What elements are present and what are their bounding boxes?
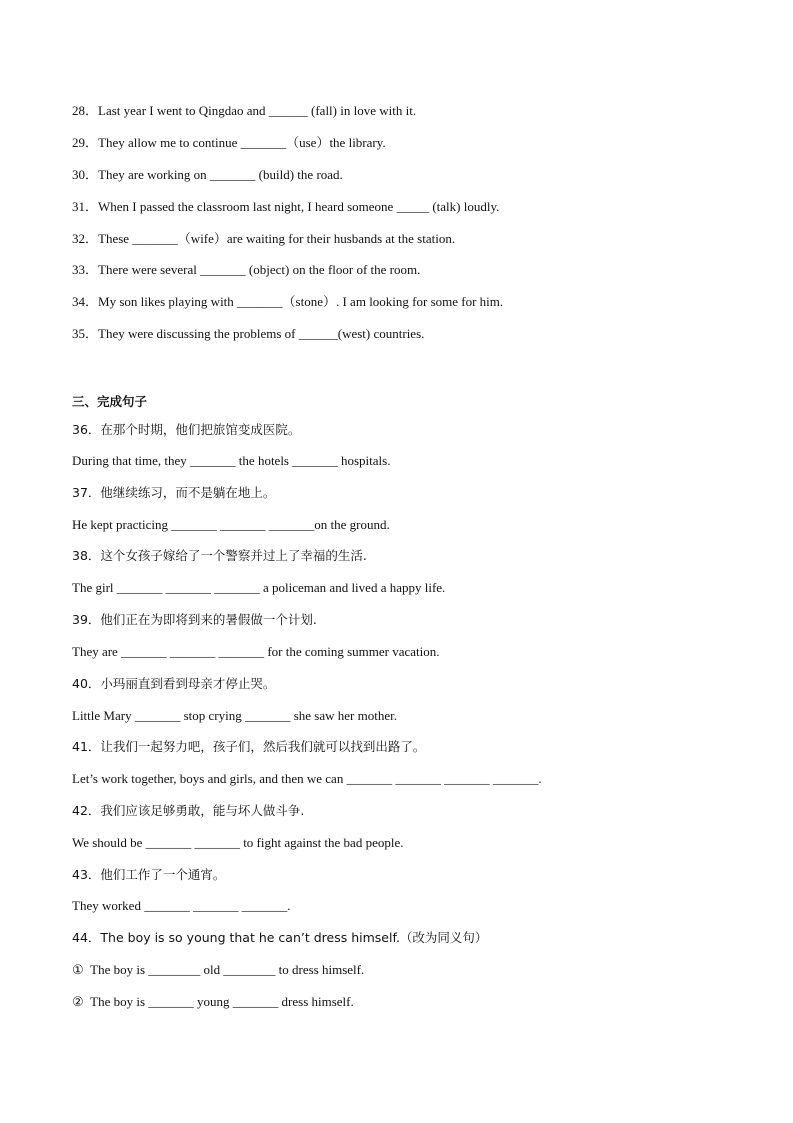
question-number: 36． <box>72 422 101 437</box>
question-number: 41． <box>72 739 101 754</box>
question-44-prompt <box>72 930 487 946</box>
question-40-answer: Little Mary _______ stop crying _______ she saw her mother. <box>72 708 397 723</box>
question-35 <box>72 326 424 342</box>
question-38-answer: The girl _______ _______ _______ a policeman and lived a happy life. <box>72 580 446 595</box>
question-33 <box>72 262 420 278</box>
question-38-prompt <box>72 548 367 564</box>
question-44-sub-1 <box>72 962 364 978</box>
question-text: When I passed the classroom last night, I heard someone _____ (talk) loudly. <box>98 199 500 214</box>
question-29 <box>72 135 386 151</box>
sub-item-marker: ② <box>72 994 84 1009</box>
chinese-sentence: 让我们一起努力吧，孩子们，然后我们就可以找到出路了。 <box>100 739 426 754</box>
rewrite-instruction: The boy is so young that he can’t dress himself.（改为同义句） <box>100 930 488 945</box>
sub-item-text: The boy is _______ young _______ dress himself. <box>90 994 354 1009</box>
question-42-answer: We should be _______ _______ to fight against the bad people. <box>72 835 404 850</box>
question-39-answer: They are _______ _______ _______ for the coming summer vacation. <box>72 644 440 659</box>
question-text: They were discussing the problems of ______(west) countries. <box>98 326 425 341</box>
question-37-prompt <box>72 485 275 501</box>
question-text: They allow me to continue _______（use）the library. <box>98 135 386 150</box>
question-number: 33． <box>72 262 99 277</box>
question-41-answer: Let’s work together, boys and girls, and then we can _______ _______ _______ _______. <box>72 771 542 786</box>
question-number: 42． <box>72 803 101 818</box>
question-41-prompt <box>72 739 425 755</box>
question-number: 40． <box>72 676 101 691</box>
question-32 <box>72 231 455 247</box>
chinese-sentence: 他们正在为即将到来的暑假做一个计划. <box>100 612 317 627</box>
question-43-answer: They worked _______ _______ _______. <box>72 898 291 913</box>
question-number: 34． <box>72 294 99 309</box>
question-number: 37． <box>72 485 101 500</box>
question-36-answer: During that time, they _______ the hotels _______ hospitals. <box>72 453 391 468</box>
chinese-sentence: 在那个时期，他们把旅馆变成医院。 <box>100 422 301 437</box>
chinese-sentence: 我们应该足够勇敢，能与坏人做斗争. <box>100 803 305 818</box>
question-text: Last year I went to Qingdao and ______ (fall) in love with it. <box>98 103 417 118</box>
question-text: My son likes playing with _______（stone）. I am looking for some for him. <box>98 294 504 309</box>
question-28 <box>72 103 416 119</box>
question-39-prompt <box>72 612 317 628</box>
question-40-prompt <box>72 676 275 692</box>
question-number: 29． <box>72 135 99 150</box>
question-number: 43． <box>72 867 101 882</box>
chinese-sentence: 小玛丽直到看到母亲才停止哭。 <box>100 676 276 691</box>
question-30 <box>72 167 343 183</box>
sub-item-marker: ① <box>72 962 84 977</box>
chinese-sentence: 他继续练习，而不是躺在地上。 <box>100 485 276 500</box>
chinese-sentence: 这个女孩子嫁给了一个警察并过上了幸福的生活. <box>100 548 367 563</box>
question-number: 38． <box>72 548 101 563</box>
question-text: There were several _______ (object) on the floor of the room. <box>98 262 421 277</box>
question-number: 44． <box>72 930 101 945</box>
question-43-prompt <box>72 867 225 883</box>
question-number: 31． <box>72 199 99 214</box>
sub-item-text: The boy is ________ old ________ to dress himself. <box>90 962 365 977</box>
question-text: These _______（wife）are waiting for their husbands at the station. <box>98 231 456 246</box>
question-number: 35． <box>72 326 99 341</box>
question-36-prompt <box>72 422 300 438</box>
question-number: 30． <box>72 167 99 182</box>
section-heading: 三、完成句子 <box>72 394 148 409</box>
question-number: 39． <box>72 612 101 627</box>
question-31 <box>72 199 499 215</box>
question-37-answer: He kept practicing _______ _______ _______on the ground. <box>72 517 390 532</box>
question-34 <box>72 294 503 310</box>
question-44-sub-2 <box>72 994 354 1010</box>
question-number: 28． <box>72 103 99 118</box>
question-text: They are working on _______ (build) the road. <box>98 167 343 182</box>
chinese-sentence: 他们工作了一个通宵。 <box>100 867 226 882</box>
question-number: 32． <box>72 231 99 246</box>
question-42-prompt <box>72 803 304 819</box>
